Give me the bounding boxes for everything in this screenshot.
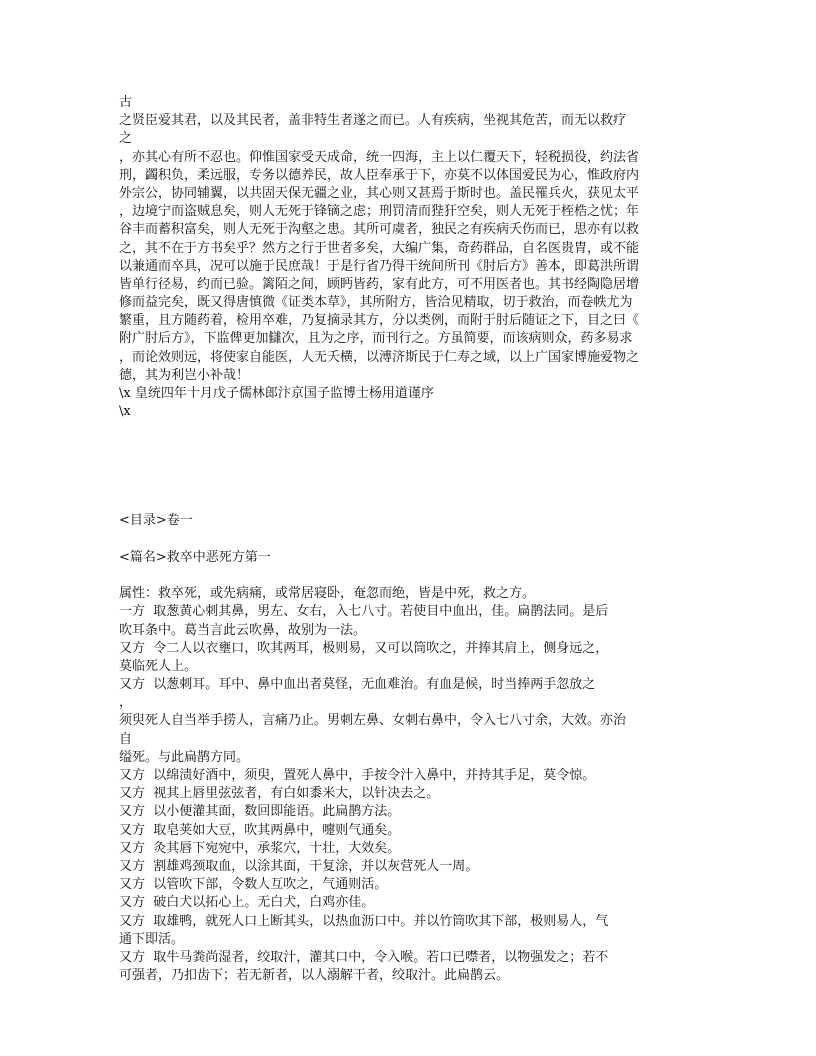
- text-line: 缢死。与此扁鹊方同。: [119, 749, 250, 765]
- line-spacer: [119, 567, 699, 585]
- text-line: 刑，蠲积负，柔远服，专务以德养民，故人臣奉承于下，亦莫不以体国爱民为心，惟政府内: [119, 167, 640, 183]
- text-line: 又方 以小便灌其面，数回即能语。此扁鹊方法。: [119, 804, 401, 820]
- text-line: 又方 取牛马粪尚湿者，绞取汁，灌其口中，令入喉。若口已噤者，以物强发之；若不: [119, 949, 609, 965]
- text-line: 须臾死人自当举手捞人，言痛乃止。男刺左鼻、女刺右鼻中，令入七八寸余，大效。亦治: [119, 713, 627, 729]
- body-section: [119, 585, 699, 985]
- text-line: 又方 破白犬以拓心上。无白犬，白鸡亦佳。: [119, 895, 375, 911]
- text-line: ，亦其心有所不忍也。仰惟国家受天成命，统一四海，主上以仁覆天下，轻税损役，约法省: [119, 149, 640, 165]
- preface-section: [119, 94, 699, 421]
- line-spacer: [119, 531, 699, 549]
- chapter-heading: <篇名>救卒中恶死方第一: [119, 549, 271, 565]
- text-line: 又方 以管吹下部，令数人互吹之，气通则活。: [119, 877, 388, 893]
- text-line: 莫临死人上。: [119, 658, 198, 674]
- text-line: 又方 以葱刺耳。耳中、鼻中血出者莫怪，无血难治。有血是候，时当捧两手忽放之: [119, 677, 596, 693]
- text-line: 属性：救卒死，或先病痛，或常居寝卧，奄忽而绝，皆是中死，救之方。: [119, 586, 536, 602]
- text-line: 又方 取雄鸭，就死人口上断其头，以热血沥口中。并以竹筒吹其下部，极则易人，气: [119, 913, 609, 929]
- text-line: 可强者，乃扣齿下；若无新者，以人溺解干者，绞取汁。此扁鹊云。: [119, 968, 510, 984]
- text-line: 之贤臣爱其君，以及其民者，盖非特生者遂之而已。人有疾病，坐视其危苦，而无以救疗: [119, 113, 627, 129]
- text-line: 吹耳条中。葛当言此云吹鼻，故别为一法。: [119, 622, 367, 638]
- text-line: 谷丰而蓄积富矣，则人无死于沟壑之患。其所可虞者，独民之有疾病夭伤而已，思亦有以救: [119, 222, 640, 238]
- preface-signature: \x 皇统四年十月戊子儒林郎汴京国子监博士杨用道谨序: [119, 386, 434, 401]
- section-spacer: [119, 421, 699, 512]
- text-line: 又方 取皂荚如大豆，吹其两鼻中，嚏则气通矣。: [119, 822, 401, 838]
- text-line: 古: [119, 95, 133, 110]
- document-page: [119, 94, 699, 985]
- text-line: 皆单行径易，约而已验。篱陌之间，顾眄皆药，家有此方，可不用医者也。其书经陶隐居增: [119, 276, 640, 292]
- text-line: ，: [119, 695, 133, 711]
- text-line: 一方 取葱黄心刺其鼻，男左、女右，入七八寸。若使目中血出，佳。扁鹊法同。是后: [119, 604, 609, 620]
- text-line: 之: [119, 131, 133, 147]
- text-line: 之，其不在于方书矣乎？然方之行于世者多矣，大编广集，奇药群品，自名医贵胄，或不能: [119, 240, 640, 256]
- toc-heading: <目录>卷一: [119, 513, 193, 529]
- text-line: 又方 以绵渍好酒中，须臾，置死人鼻中，手按令汁入鼻中，并持其手足，莫令惊。: [119, 768, 596, 783]
- text-line: 又方 灸其唇下宛宛中，承浆穴，十壮，大效矣。: [119, 840, 401, 856]
- text-line: 外宗公，协同辅翼，以共固天保无疆之业，其心则又甚焉于斯时也。盖民罹兵火，获见太平: [119, 185, 640, 201]
- text-line: 繁重，且方随药着，检用卒难，乃复摘录其方，分以类例，而附于肘后随证之下，目之曰《: [119, 313, 640, 329]
- text-line: 德，其为利岂小补哉！: [119, 367, 250, 383]
- text-line: 又方 视其上唇里弦弦者，有白如黍米大，以针决去之。: [119, 786, 440, 802]
- text-line: 修而益完矣，既又得唐慎微《证类本草》，其所附方，皆洽见精取，切于救治，而卷帙尤为: [119, 295, 633, 311]
- text-line: ，而论效则远，将使家自能医，人无夭横，以溥济斯民于仁寿之域，以上广国家博施爱物之: [119, 349, 640, 365]
- text-line: \x: [119, 404, 131, 420]
- text-line: 通下即活。: [119, 931, 185, 947]
- text-line: 又方 令二人以衣壅口，吹其两耳，极则易，又可以筒吹之，并捧其肩上，侧身远之，: [119, 640, 609, 656]
- text-line: 自: [119, 731, 133, 747]
- text-line: ，边境宁而盗贼息矣，则人无死于锋镝之虑；刑罚清而狴犴空矣，则人无死于桎梏之忧；年: [119, 204, 640, 220]
- text-line: 以兼通而卒具，况可以施于民庶哉！于是行省乃得干统间所刊《肘后方》善本，即葛洪所谓: [119, 258, 640, 274]
- text-line: 附广肘后方》，下监俾更加讎次，且为之序，而刊行之。方虽简要，而该病则众，药多易求: [119, 331, 633, 347]
- text-line: 又方 割雄鸡颈取血，以涂其面，干复涂，并以灰营死人一周。: [119, 858, 479, 874]
